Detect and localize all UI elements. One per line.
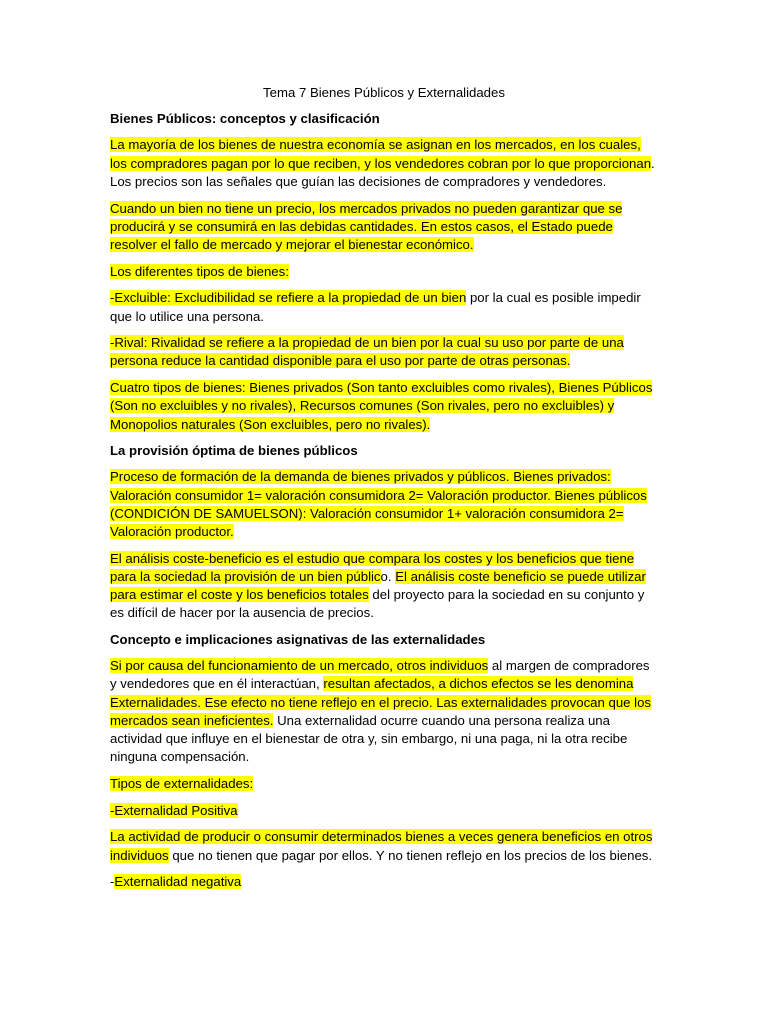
paragraph-concepto-externalidad <box>110 657 658 766</box>
text-segment: o. <box>380 568 396 584</box>
paragraph-fallo-mercado <box>110 200 658 255</box>
heading-bienes-publicos <box>110 110 658 128</box>
highlighted-text: resultan afectados, a dichos efectos se les denomina Externalidades. Ese efecto no tiene reflejo en el precio. Las externalidades provocan que los mercados sean ineficientes. <box>110 676 652 728</box>
highlighted-text: La actividad de producir o consumir determinados bienes a veces genera beneficios en otros individuos <box>110 829 653 863</box>
text-segment: al margen de compradores y vendedores que en él interactúan, <box>110 658 650 692</box>
paragraph-samuelson <box>110 468 658 541</box>
text-segment: Concepto e implicaciones asignativas de las externalidades <box>110 632 486 648</box>
text-segment: del proyecto para la sociedad en su conjunto y es difícil de hacer por la ausencia de precios. <box>110 587 645 621</box>
heading-provision-optima <box>110 442 658 460</box>
highlighted-text: -Excluible: Excludibilidad se refiere a la propiedad de un bien <box>110 290 467 306</box>
paragraph-tipos-bienes <box>110 263 658 281</box>
document-page <box>110 84 658 900</box>
highlighted-text: Los diferentes tipos de bienes: <box>110 263 289 279</box>
paragraph-beneficios-otros <box>110 828 658 864</box>
text-segment: La provisión óptima de bienes públicos <box>110 443 358 459</box>
text-segment: Una externalidad ocurre cuando una persona realiza una actividad que influye en el bienestar de otra y, sin embargo, ni una paga, ni la otra recibe ninguna compensación. <box>110 712 628 765</box>
paragraph-cuatro-tipos <box>110 379 658 434</box>
highlighted-text: Externalidad negativa <box>114 874 242 890</box>
highlighted-text: -Rival: Rivalidad se refiere a la propiedad de un bien por la cual su uso por parte de una persona reduce la cantidad disponible para el uso por parte de otras personas. <box>110 335 624 369</box>
highlighted-text: El análisis coste beneficio se puede utilizar para estimar el coste y los beneficios totales <box>110 568 646 603</box>
paragraph-rival <box>110 334 658 370</box>
paragraph-mercados-precios <box>110 136 658 191</box>
paragraph-coste-beneficio <box>110 550 658 623</box>
highlighted-text: -Externalidad Positiva <box>110 802 238 818</box>
paragraph-externalidad-positiva <box>110 802 658 820</box>
text-segment: Bienes Públicos: conceptos y clasificación <box>110 111 380 127</box>
text-segment: - <box>110 874 115 890</box>
heading-externalidades <box>110 631 658 649</box>
text-segment: que no tienen que pagar por ellos. Y no tienen reflejo en los precios de los bienes. <box>168 847 653 863</box>
text-segment: . Los precios son las señales que guían las decisiones de compradores y vendedores. <box>110 155 655 189</box>
document-body <box>110 110 658 891</box>
highlighted-text: El análisis coste-beneficio es el estudio que compara los costes y los beneficios que tiene para la sociedad la provisión de un bien públic <box>110 550 635 584</box>
paragraph-tipos-externalidades <box>110 775 658 793</box>
highlighted-text: La mayoría de los bienes de nuestra economía se asignan en los mercados, en los cuales, los compradores pagan por lo que reciben, y los vendedores cobran por lo que proporcionan <box>110 137 652 171</box>
paragraph-excluible <box>110 289 658 325</box>
highlighted-text: Si por causa del funcionamiento de un mercado, otros individuos <box>110 658 489 674</box>
text-segment: por la cual es posible impedir que lo utilice una persona. <box>110 290 641 324</box>
highlighted-text: Cuatro tipos de bienes: Bienes privados (Son tanto excluibles como rivales), Bienes Públicos (Son no excluibles y no rivales), Recursos comunes (Son rivales, pero no excluibles) y Monopolios naturales (Son excluibles, pero no rivales). <box>110 380 653 432</box>
paragraph-externalidad-negativa <box>110 873 658 891</box>
highlighted-text: Proceso de formación de la demanda de bienes privados y públicos. Bienes privados: Valoración consumidor 1= valoración consumidora 2= Valoración productor. Bienes públicos (CONDICIÓN DE SAMUELSON): Valoración consumidor 1+ valoración consumidora 2= Valoración productor. <box>110 469 647 540</box>
highlighted-text: Cuando un bien no tiene un precio, los mercados privados no pueden garantizar que se producirá y se consumirá en las debidas cantidades. En estos casos, el Estado puede resolver el fallo de mercado y mejorar el bienestar económico. <box>110 200 623 252</box>
document-title: Tema 7 Bienes Públicos y Externalidades <box>263 85 505 100</box>
highlighted-text: Tipos de externalidades: <box>110 776 254 791</box>
